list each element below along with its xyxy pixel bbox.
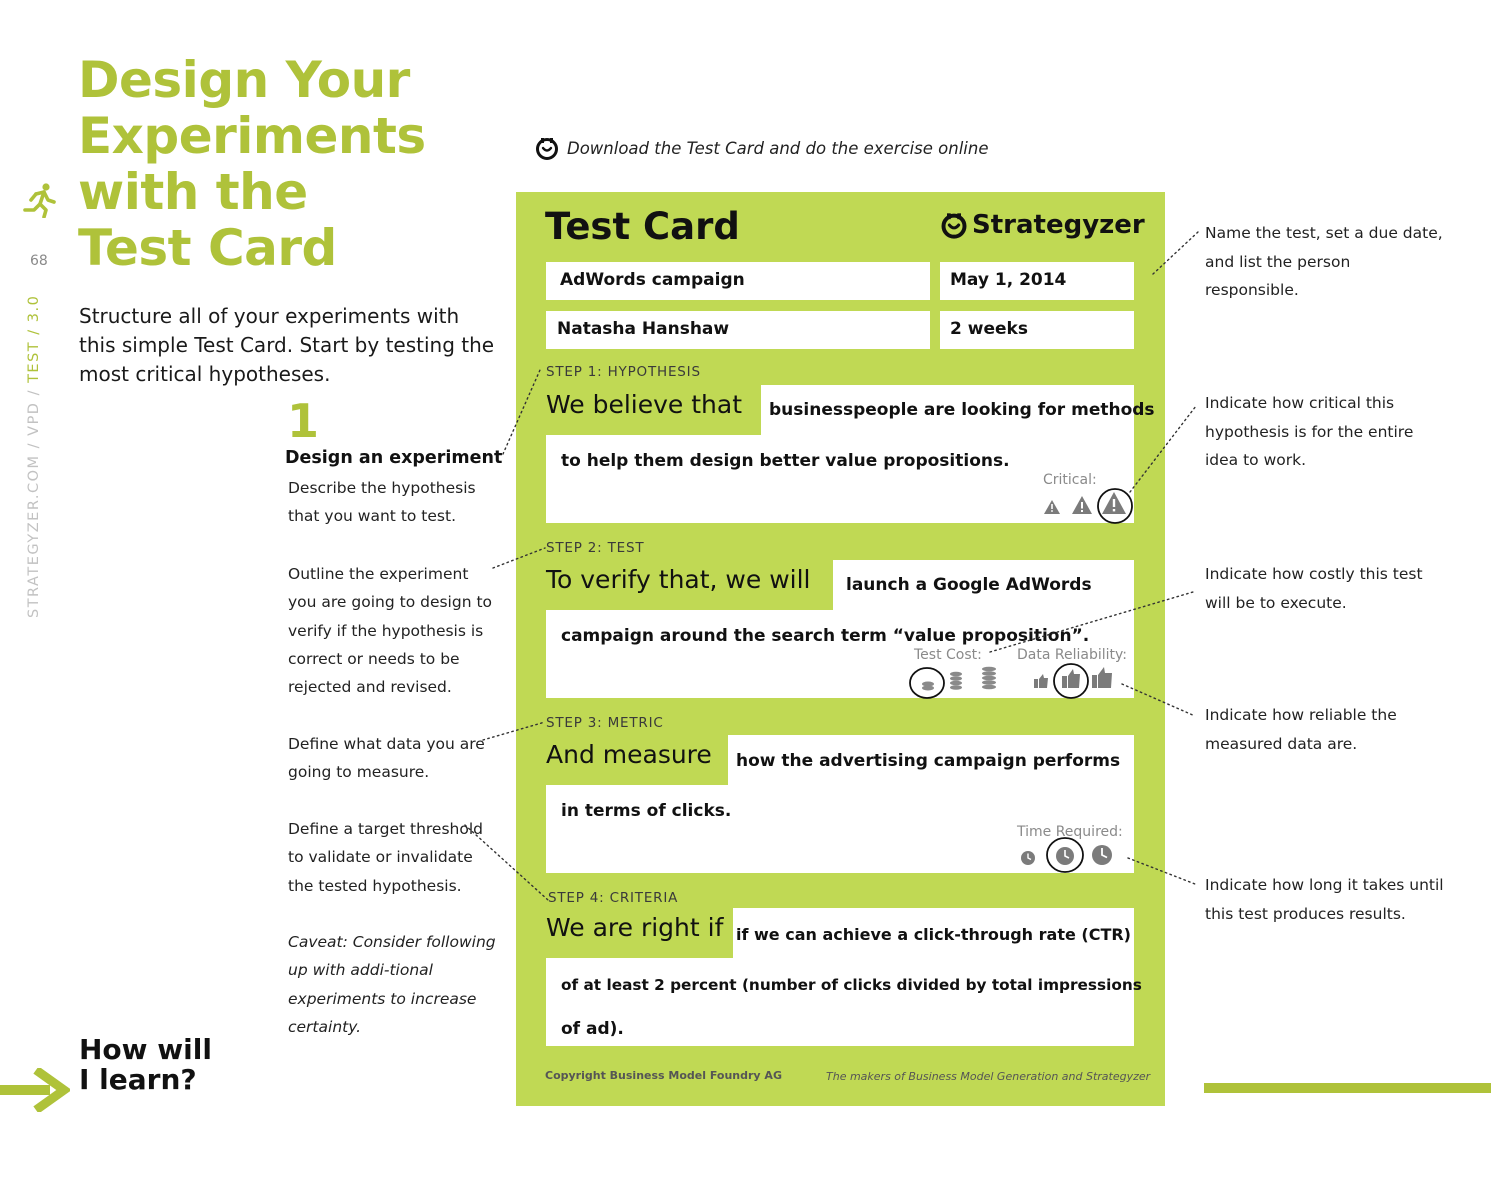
reliability-label: Data Reliability: [1017,647,1127,663]
title-line: Design Your [78,51,410,109]
leader-line [465,825,548,900]
duration-value: 2 weeks [950,319,1028,339]
step2-lead: To verify that, we will [546,565,811,594]
step3-label: STEP 3: METRIC [546,715,664,731]
step4-line1[interactable]: if we can achieve a click-through rate (CTR) [736,925,1131,944]
step4-line3[interactable]: of ad). [561,1019,624,1039]
test-cost-label: Test Cost: [914,647,982,663]
step1-lead: We believe that [546,390,742,419]
step2-label: STEP 2: TEST [546,540,645,556]
step4-line2[interactable]: of at least 2 percent (number of clicks divided by total impressions [561,976,1142,994]
leader-line [1130,406,1196,492]
step1-line2[interactable]: to help them design better value propositions. [561,451,1010,471]
learn-line: How will [79,1033,212,1066]
leader-line [1153,232,1198,274]
step3-lead: And measure [546,740,712,769]
leader-line [483,722,545,740]
step2-line2[interactable]: campaign around the search term “value proposition”. [561,626,1090,646]
copyright: Copyright Business Model Foundry AG [545,1069,782,1082]
tagline: The makers of Business Model Generation and Strategyzer [826,1070,1151,1083]
deadline-value: May 1, 2014 [950,270,1067,290]
note-reliability: Indicate how reliable the measured data are. [1205,706,1397,753]
note-time: Indicate how long it takes until this test produces results. [1205,876,1444,923]
leader-line [493,548,545,568]
step-number: 1 [287,394,320,448]
intro-text: Structure all of your experiments with this simple Test Card. Start by testing the most critical hypotheses. [79,304,495,386]
step4-lead: We are right if [546,913,724,942]
description-hypothesis: Describe the hypothesis that you want to test. [288,479,476,526]
step3-line2[interactable]: in terms of clicks. [561,801,732,821]
step2-line1[interactable]: launch a Google AdWords [846,575,1092,595]
description-experiment: Outline the experiment you are going to design to verify if the hypothesis is correct or needs to be rejected and revised. [288,565,493,697]
page-number: 68 [30,253,48,269]
caveat-text: Caveat: Consider following up with addi-tional experiments to increase certainty. [288,933,496,1036]
breadcrumb-text: STRATEGYZER.COM / VPD / [26,382,42,618]
title-line: Test Card [78,219,337,277]
step4-label: STEP 4: CRITERIA [548,890,679,906]
leader-line [1128,858,1195,884]
assigned-to-value: Natasha Hanshaw [557,319,730,339]
time-label: Time Required: [1017,824,1123,840]
leader-line [990,592,1193,652]
test-name-value: AdWords campaign [560,270,745,290]
description-criteria: Define a target threshold to validate or invalidate the tested hypothesis. [288,820,483,895]
step3-line1[interactable]: how the advertising campaign performs [736,751,1121,771]
learn-line: I learn? [79,1063,197,1096]
step1-label: STEP 1: HYPOTHESIS [546,364,701,380]
note-critical: Indicate how critical this hypothesis is for the entire idea to work. [1205,394,1414,469]
step1-line1[interactable]: businesspeople are looking for methods [769,400,1155,420]
note-cost: Indicate how costly this test will be to execute. [1205,565,1423,612]
title-line: Experiments [78,107,426,165]
step-heading: Design an experiment [285,448,503,468]
card-title: Test Card [545,205,740,248]
breadcrumb-accent: TEST / 3.0 [26,294,42,383]
leader-line [1122,684,1195,716]
title-line: with the [78,163,308,221]
leader-line [503,370,540,454]
critical-label: Critical: [1043,472,1097,488]
download-text: Download the Test Card and do the exercise online [567,138,989,158]
brand-name: Strategyzer [972,210,1145,240]
note-name-test: Name the test, set a due date, and list the person responsible. [1205,224,1443,299]
description-metric: Define what data you are going to measure. [288,735,485,782]
